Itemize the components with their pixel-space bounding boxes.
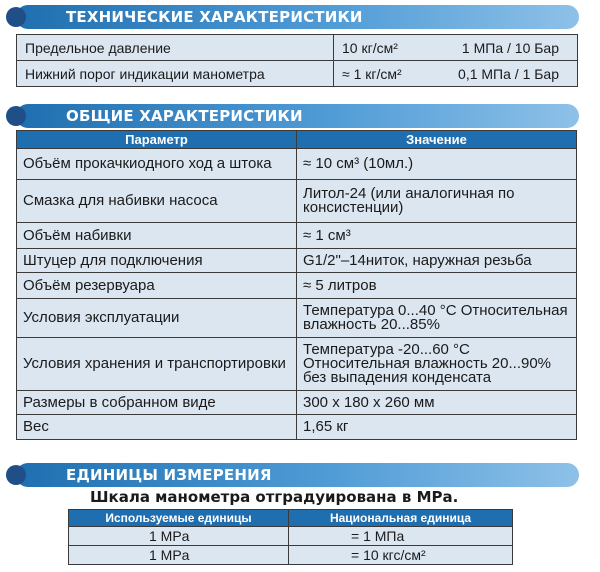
- table-row: [17, 180, 577, 223]
- param-cell: Объём резервуара: [17, 273, 297, 299]
- table-row: [17, 299, 577, 338]
- used-unit-cell: 1 MPa: [69, 546, 289, 565]
- units-section-header: [6, 463, 579, 487]
- value-cell: ≈ 5 литров: [297, 273, 577, 299]
- tech-param-cell: Предельное давление: [17, 35, 334, 61]
- param-cell: Условия эксплуатации: [17, 299, 297, 338]
- value-cell: Литол-24 (или аналогичная по консистенции): [297, 180, 577, 223]
- tech-value-mpa: 0,1 МПа / 1 Бар: [458, 65, 559, 82]
- table-row: [17, 223, 577, 249]
- value-cell: Температура -20...60 °C Относительная влажность 20...90% без выпадения конденсата: [297, 338, 577, 391]
- table-row: [69, 527, 513, 546]
- table-row: [17, 273, 577, 299]
- table-row: [17, 149, 577, 180]
- units-table: [68, 509, 513, 565]
- national-unit-cell: = 1 МПа: [289, 527, 513, 546]
- value-cell: 1,65 кг: [297, 415, 577, 440]
- general-section-title: ОБЩИЕ ХАРАКТЕРИСТИКИ: [66, 107, 303, 125]
- tech-value-cell: [334, 35, 578, 61]
- param-cell: Размеры в собранном виде: [17, 391, 297, 415]
- tech-value-kgf: ≈ 1 кг/см²: [342, 65, 402, 82]
- column-header-param: Параметр: [17, 131, 297, 149]
- tech-value-cell: [334, 61, 578, 87]
- table-row: [17, 35, 578, 61]
- tech-param-cell: Нижний порог индикации манометра: [17, 61, 334, 87]
- column-header-used: Используемые единицы: [69, 510, 289, 527]
- value-cell: 300 х 180 х 260 мм: [297, 391, 577, 415]
- value-cell: ≈ 10 см³ (10мл.): [297, 149, 577, 180]
- tech-value-mpa: 1 МПа / 10 Бар: [461, 39, 559, 56]
- tech-header-cap: [6, 7, 26, 27]
- tech-value-kgf: 10 кг/см²: [342, 39, 398, 56]
- table-row: [17, 61, 578, 87]
- table-row: [17, 338, 577, 391]
- units-header-cap: [6, 465, 26, 485]
- tech-section-header: [6, 5, 579, 29]
- tech-section-title: ТЕХНИЧЕСКИЕ ХАРАКТЕРИСТИКИ: [66, 8, 363, 26]
- param-cell: Объём набивки: [17, 223, 297, 249]
- table-row: [17, 391, 577, 415]
- table-header-row: [69, 510, 513, 527]
- general-header-cap: [6, 106, 26, 126]
- general-table: [16, 130, 577, 440]
- value-cell: ≈ 1 см³: [297, 223, 577, 249]
- param-cell: Объём прокачкиодного ход а штока: [17, 149, 297, 180]
- table-row: [17, 415, 577, 440]
- param-cell: Штуцер для подключения: [17, 249, 297, 273]
- table-row: [17, 249, 577, 273]
- param-cell: Условия хранения и транспортировки: [17, 338, 297, 391]
- general-section-header: [6, 104, 579, 128]
- units-section-title: ЕДИНИЦЫ ИЗМЕРЕНИЯ: [66, 466, 272, 484]
- value-cell: Температура 0...40 °C Относительная влажность 20...85%: [297, 299, 577, 338]
- table-header-row: [17, 131, 577, 149]
- column-header-national: Национальная единица: [289, 510, 513, 527]
- table-row: [69, 546, 513, 565]
- param-cell: Вес: [17, 415, 297, 440]
- param-cell: Смазка для набивки насоса: [17, 180, 297, 223]
- used-unit-cell: 1 MPa: [69, 527, 289, 546]
- national-unit-cell: = 10 кгс/см²: [289, 546, 513, 565]
- tech-table: [16, 34, 578, 87]
- column-header-value: Значение: [297, 131, 577, 149]
- units-subtitle: Шкала манометра отградуирована в МРа.: [90, 488, 459, 506]
- value-cell: G1/2"–14ниток, наружная резьба: [297, 249, 577, 273]
